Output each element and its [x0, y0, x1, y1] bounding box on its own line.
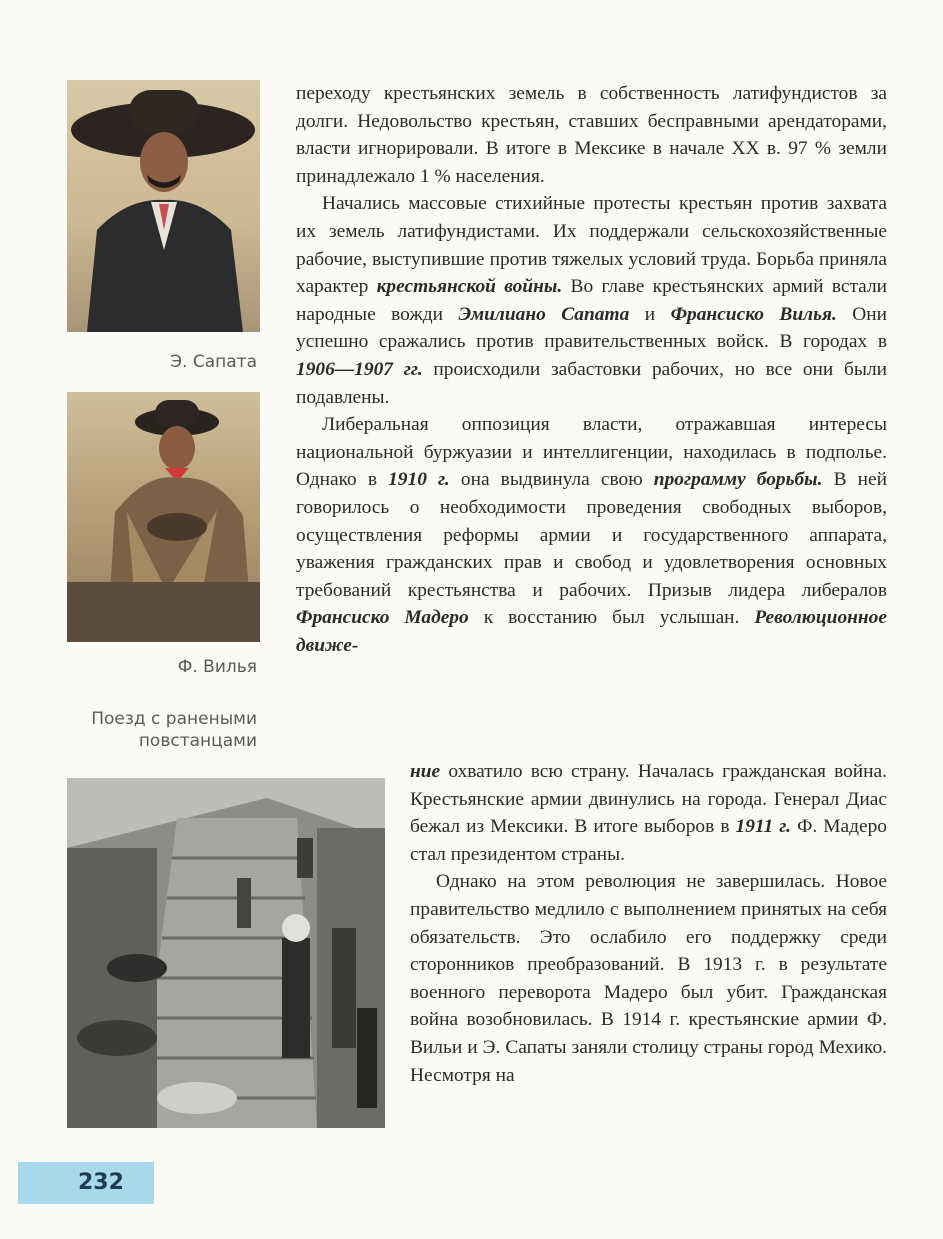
paragraph-1: переходу крестьянских земель в собственность латифундистов за долги. Недовольство крестьян, ставших бесправными арендаторами, власти игнорировали. В итоге в Мексике в начале XX в. 97 % земли принадлежало 1 % населения. [296, 83, 887, 187]
paragraph-4: Однако на этом революция не завершилась. Новое правительство медлило с выполнением принятых на себя обязательств. Это ослабило его поддержку среди сторонников преобразований. В 1913 г. в результате военного переворота Мадеро был убит. Гражданская война возобновилась. В 1914 г. крестьянские армии Ф. Вильи и Э. Сапаты заняли столицу страны город Мехико. Несмотря на [410, 871, 887, 1086]
page-number: 232 [18, 1162, 154, 1204]
zapata-portrait [67, 80, 260, 332]
paragraph-2: Начались массовые стихийные протесты крестьян против захвата их земель латифундистами. Их поддержали сельскохозяйственные рабочие, выступившие против тяжелых условий труда. Борьба приняла характер крестьянской войны. Во главе крестьянских армий встали народные вожди Эмилиано Сапата и Франсиско Вилья. Они успешно сражались против правительственных войск. В городах в 1906—1907 гг. происходили забастовки рабочих, но все они были подавлены. [296, 193, 888, 408]
main-text-upper [296, 80, 887, 659]
paragraph-3-continued: ние охватило всю страну. Началась гражданская война. Крестьянские армии двинулись на города. Генерал Диас бежал из Мексики. В итоге выборов в 1911 г. Ф. Мадеро стал президентом страны. [410, 761, 888, 865]
train-photo [67, 778, 385, 1128]
main-text-lower [410, 758, 887, 1089]
caption-train: Поезд с ранеными повстанцами [91, 709, 257, 751]
villa-portrait [67, 392, 260, 642]
caption-zapata: Э. Сапата [170, 352, 257, 372]
caption-villa: Ф. Вилья [177, 657, 257, 677]
paragraph-3: Либеральная оппозиция власти, отражавшая интересы национальной буржуазии и интеллигенции, находилась в подполье. Однако в 1910 г. она выдвинула свою программу борьбы. В ней говорилось о необходимости проведения свободных выборов, осуществления реформы армии и государственного аппарата, уважения гражданских прав и свобод и удовлетворения основных требований крестьянства и рабочих. Призыв лидера либералов Франсиско Мадеро к восстанию был услышан. Революционное движе- [296, 414, 887, 656]
